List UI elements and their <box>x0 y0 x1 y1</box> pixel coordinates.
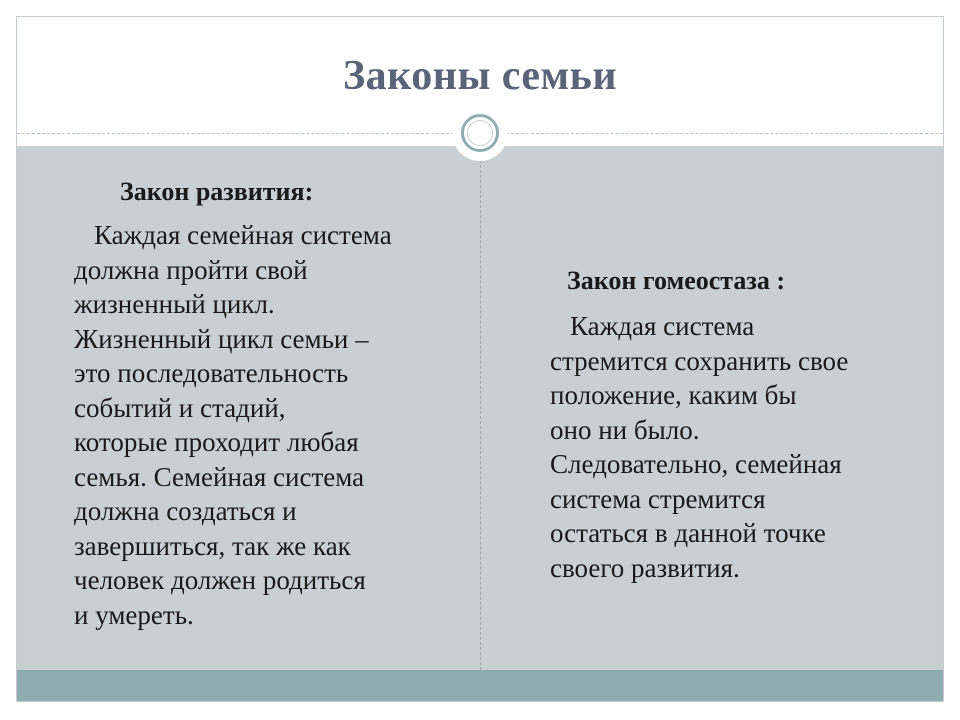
right-column-heading: Закон гомеостаза : <box>567 266 785 295</box>
left-column-text: Каждая семейная система должна пройти свой жизненный цикл. Жизненный цикл семьи – это последовательность событий и стадий, которые проходит любая семья. Семейная система должна создаться и завершиться, так же как человек должен родиться и умереть. <box>74 220 392 630</box>
ring-circle-icon <box>452 105 508 161</box>
column-divider <box>480 160 481 670</box>
ring-circle-inner <box>461 114 499 152</box>
footer-bar <box>17 670 943 701</box>
slide-title: Законы семьи <box>342 52 618 99</box>
right-column-text: Каждая система стремится сохранить свое положение, каким бы оно ни было. Следовательно, семейная система стремится остаться в данной точке своего развития. <box>550 311 849 583</box>
left-column-heading: Закон развития: <box>120 177 314 206</box>
